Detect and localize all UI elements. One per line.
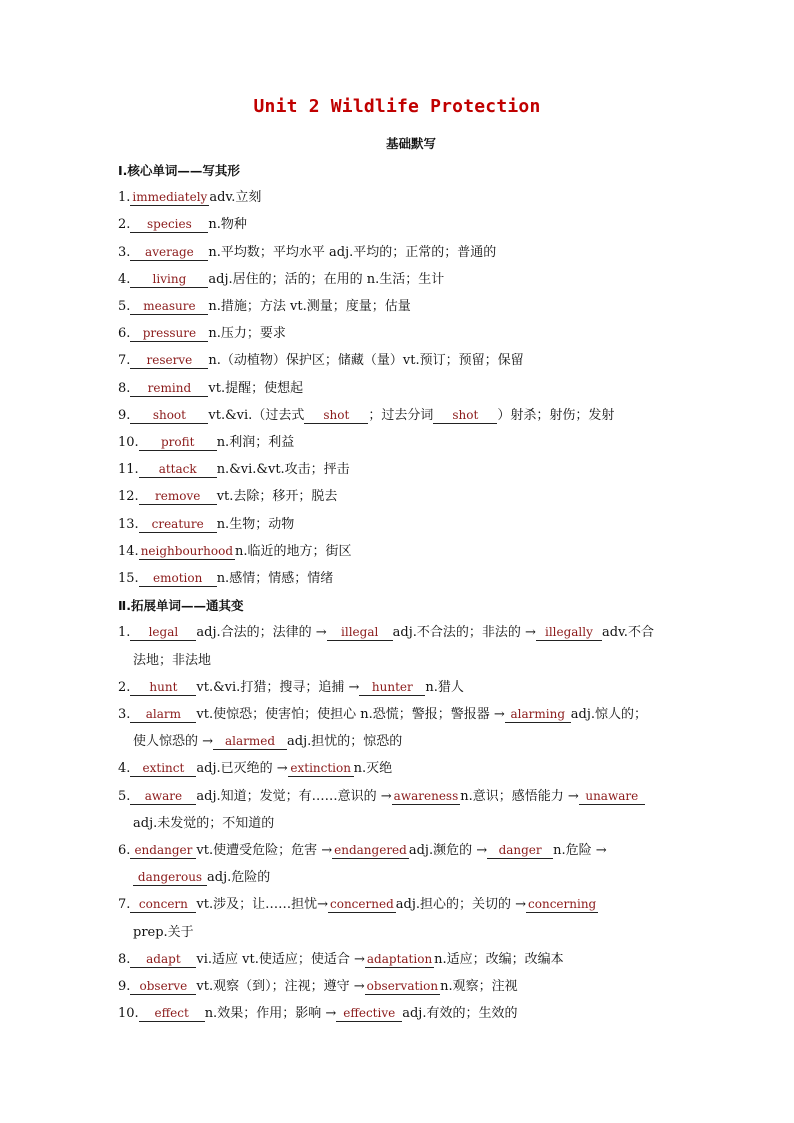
word-family-item <box>118 837 688 864</box>
item-definition: vt.使惊恐；使害怕；使担心 n.恐慌；警报；警报器 → <box>196 707 505 723</box>
item-definition: adj.惊人的； <box>570 707 648 723</box>
answer-blank: effective <box>336 1006 402 1022</box>
item-definition: n.适应；改编；改编本 <box>434 951 564 967</box>
word-item <box>118 184 688 211</box>
item-definition: n.措施；方法 vt.测量；度量；估量 <box>208 299 411 315</box>
item-definition: adj.居住的；活的；在用的 n.生活；生计 <box>208 271 445 287</box>
answer-blank: shot <box>304 408 368 424</box>
section-heading-core-words: Ⅰ.核心单词——写其形 <box>118 163 240 178</box>
word-family-item <box>118 701 688 728</box>
answer-blank: awareness <box>393 788 459 803</box>
word-item <box>118 211 688 238</box>
answer-blank: alarm <box>130 707 196 723</box>
item-definition: adv.立刻 <box>209 190 262 206</box>
item-definition: n.意识；感悟能力 → <box>460 788 579 804</box>
answer-blank: aware <box>130 789 196 805</box>
word-item <box>118 565 688 592</box>
item-definition: ；过去分词 <box>368 407 434 423</box>
item-definition: vt.使遭受危险；危害 → <box>196 843 333 859</box>
item-number: 8. <box>118 380 131 396</box>
item-continuation <box>118 864 688 891</box>
answer-blank: unaware <box>579 789 645 805</box>
item-number: 7. <box>118 353 131 369</box>
extended-word-list <box>118 619 688 1027</box>
answer-blank: endangered <box>334 843 407 858</box>
item-definition: vt.观察（到）；注视；遵守 → <box>196 979 365 995</box>
answer-blank: endanger <box>130 843 196 859</box>
item-number: 6. <box>118 843 131 859</box>
item-definition: n.生物；动物 <box>216 516 295 532</box>
item-definition: prep.关于 <box>133 924 194 940</box>
answer-blank: creature <box>139 517 217 533</box>
answer-blank: immediately <box>132 190 208 205</box>
item-number: 4. <box>118 271 131 287</box>
word-family-item <box>118 1000 688 1027</box>
item-definition: adj.已灭绝的 → <box>196 761 288 777</box>
answer-blank: extinction <box>288 761 354 777</box>
item-number: 15. <box>118 571 139 587</box>
item-continuation <box>118 810 688 837</box>
item-number: 9. <box>118 979 131 995</box>
answer-blank: living <box>130 272 208 288</box>
word-family-item <box>118 783 688 810</box>
item-definition: adv.不合 <box>601 625 654 641</box>
item-number: 2. <box>118 217 131 233</box>
answer-blank: danger <box>487 843 553 859</box>
item-continuation <box>118 647 688 674</box>
answer-blank: illegal <box>327 625 393 641</box>
item-number: 14. <box>118 543 139 559</box>
item-number: 10. <box>118 435 139 451</box>
item-definition: vt.去除；移开；脱去 <box>216 489 338 505</box>
item-continuation <box>118 728 688 755</box>
answer-blank: concern <box>130 897 196 913</box>
item-number: 3. <box>118 244 131 260</box>
word-item <box>118 483 688 510</box>
item-definition: 法地；非法地 <box>133 652 212 668</box>
item-definition: ）射杀；射伤；发射 <box>497 407 615 423</box>
answer-blank: remind <box>130 381 208 397</box>
answer-blank: concerned <box>330 897 394 912</box>
answer-blank: hunter <box>359 680 425 696</box>
word-family-item <box>118 755 688 782</box>
item-number: 4. <box>118 761 131 777</box>
word-item <box>118 266 688 293</box>
item-definition: adj.担心的；关切的 → <box>395 897 527 913</box>
answer-blank: species <box>130 217 208 233</box>
word-item <box>118 293 688 320</box>
item-number: 13. <box>118 516 139 532</box>
item-definition: vt.提醒；使想起 <box>208 380 304 396</box>
item-continuation <box>118 919 688 946</box>
answer-blank: concerning <box>528 897 597 912</box>
word-family-item <box>118 946 688 973</box>
section-heading-extended-words: Ⅱ.拓展单词——通其变 <box>118 598 244 614</box>
core-word-list <box>118 184 688 592</box>
word-item <box>118 347 688 374</box>
item-definition: vt.&vi.（过去式 <box>208 407 305 423</box>
answer-blank: remove <box>139 489 217 505</box>
worksheet-body <box>118 157 688 1028</box>
word-item <box>118 239 688 266</box>
item-number: 9. <box>118 407 131 423</box>
word-family-item <box>118 973 688 1000</box>
page-title: Unit 2 Wildlife Protection <box>253 96 541 117</box>
item-number: 8. <box>118 951 131 967</box>
item-number: 10. <box>118 1006 139 1022</box>
item-number: 12. <box>118 489 139 505</box>
item-definition: adj.濒危的 → <box>408 843 488 859</box>
answer-blank: observe <box>130 979 196 995</box>
word-item <box>118 456 688 483</box>
answer-blank: illegally <box>536 625 602 641</box>
item-definition: n.观察；注视 <box>440 979 518 995</box>
answer-blank: measure <box>130 299 208 315</box>
word-item <box>118 402 688 429</box>
item-definition: n.临近的地方；街区 <box>235 543 352 559</box>
word-item <box>118 511 688 538</box>
item-definition: n.压力；要求 <box>208 326 286 342</box>
item-number: 2. <box>118 679 131 695</box>
item-definition: n.&vi.&vt.攻击；抨击 <box>216 462 350 478</box>
answer-blank: legal <box>130 625 196 641</box>
word-item <box>118 320 688 347</box>
item-definition: adj.担忧的；惊恐的 <box>287 734 403 750</box>
word-item <box>118 429 688 456</box>
answer-blank: alarming <box>505 707 571 723</box>
answer-blank: adaptation <box>366 951 433 966</box>
item-definition: n.灭绝 <box>353 761 393 777</box>
item-definition: 使人惊恐的 → <box>133 734 214 750</box>
answer-blank: attack <box>139 462 217 478</box>
word-family-item <box>118 891 688 918</box>
item-definition: vi.适应 vt.使适应；使适合 → <box>196 951 365 967</box>
answer-blank: pressure <box>130 326 208 342</box>
item-definition: adj.合法的；法律的 → <box>196 625 327 641</box>
answer-blank: hunt <box>130 680 196 696</box>
item-definition: adj.有效的；生效的 <box>402 1006 518 1022</box>
item-number: 6. <box>118 326 131 342</box>
item-definition: n.平均数；平均水平 adj.平均的；正常的；普通的 <box>208 244 497 260</box>
answer-blank: average <box>130 245 208 261</box>
page-subtitle: 基础默写 <box>385 136 436 151</box>
item-number: 1. <box>118 625 131 641</box>
answer-blank: shoot <box>130 408 208 424</box>
item-definition: adj.不合法的；非法的 → <box>392 625 536 641</box>
answer-blank: reserve <box>130 353 208 369</box>
word-family-item <box>118 674 688 701</box>
item-definition: n.危险 → <box>553 843 607 859</box>
item-number: 11. <box>118 462 139 478</box>
item-definition: n.效果；作用；影响 → <box>204 1006 337 1022</box>
answer-blank: emotion <box>139 571 217 587</box>
answer-blank: observation <box>366 979 439 994</box>
answer-blank: adapt <box>130 952 196 968</box>
item-definition: n.利润；利益 <box>216 435 295 451</box>
answer-blank: effect <box>139 1006 205 1022</box>
item-definition: n.感情；情感；情绪 <box>216 571 334 587</box>
answer-blank: dangerous <box>133 870 207 886</box>
item-number: 3. <box>118 707 131 723</box>
item-definition: n.物种 <box>208 217 247 233</box>
item-definition: vt.涉及；让……担忧→ <box>196 897 328 913</box>
item-definition: vt.&vi.打猎；搜寻；追捕 → <box>196 679 360 695</box>
item-definition: n.猎人 <box>425 679 464 695</box>
answer-blank: neighbourhood <box>140 543 233 558</box>
word-item <box>118 375 688 402</box>
item-definition: adj.知道；发觉；有……意识的 → <box>196 788 392 804</box>
word-family-item <box>118 619 688 646</box>
item-definition: n.（动植物）保护区；储藏（量）vt.预订；预留；保留 <box>208 353 524 369</box>
item-number: 7. <box>118 897 131 913</box>
item-number: 5. <box>118 299 131 315</box>
item-definition: adj.未发觉的；不知道的 <box>133 815 275 831</box>
answer-blank: profit <box>139 435 217 451</box>
word-item <box>118 538 688 565</box>
item-number: 1. <box>118 190 131 206</box>
answer-blank: shot <box>433 408 497 424</box>
item-definition: adj.危险的 <box>207 870 271 886</box>
answer-blank: extinct <box>130 761 196 777</box>
item-number: 5. <box>118 788 131 804</box>
answer-blank: alarmed <box>213 734 287 750</box>
